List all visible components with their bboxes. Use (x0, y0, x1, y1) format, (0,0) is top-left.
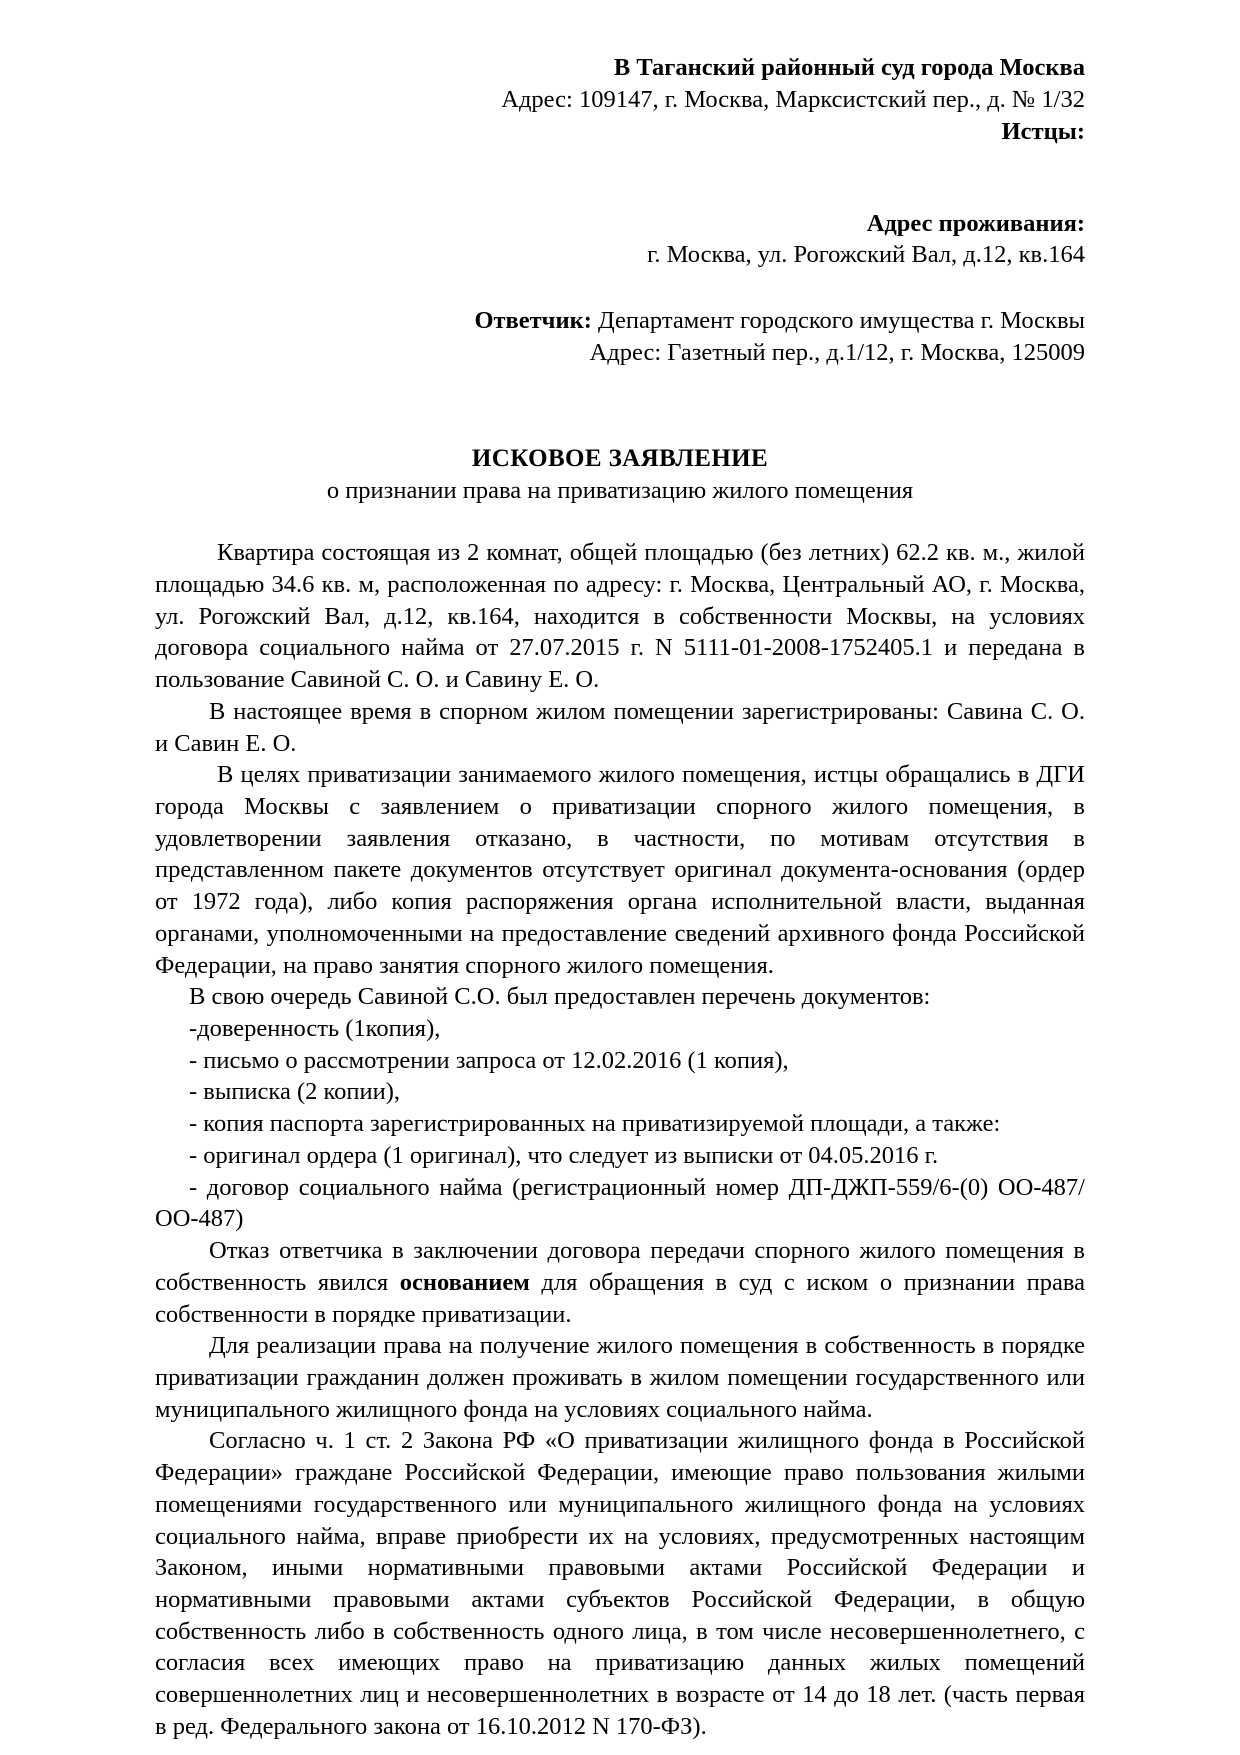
court-address: Адрес: 109147, г. Москва, Марксистский пер., д. № 1/32 (501, 85, 1085, 113)
paragraph-privatization-request: В целях приватизации занимаемого жилого помещения, истцы обращались в ДГИ города Москвы с заявлением о приватизации спорного жилого помещения, в удовлетворении заявления отказано, в частности, по мотивам отсутствия в представленном пакете документов отсутствует оригинал документа-основания (ордер от 1972 года), либо копия распоряжения органа исполнительной власти, выданная органами, уполномоченными на предоставление сведений архивного фонда Российской Федерации, на право занятия спорного жилого помещения. (155, 761, 1085, 979)
list-item: - письмо о рассмотрении запроса от 12.02.2016 (1 копия), (189, 1046, 789, 1074)
basis-emphasis: основанием (399, 1268, 530, 1296)
residence-label: Адрес проживания: (866, 209, 1085, 237)
defendant-label: Ответчик: (474, 307, 592, 335)
addressee-header (155, 52, 1085, 369)
defendant-address: Адрес: Газетный пер., д.1/12, г. Москва, 125009 (589, 339, 1085, 367)
refusal-text-end: для обращения в суд с иском о признании права собственности в порядке приватизации. (155, 1268, 1085, 1328)
refusal-text-start: Отказ ответчика в заключении договора передачи спорного жилого помещения в собственность явился (155, 1237, 1085, 1296)
document-body (155, 537, 1085, 1742)
header-spacer-1 (155, 148, 1085, 208)
list-item: - договор социального найма (регистрационный номер ДП-ДЖП-559/6-(0) ОО-487/ОО-487) (155, 1173, 1085, 1233)
paragraph-law-citation: Согласно ч. 1 ст. 2 Закона РФ «О приватизации жилищного фонда в Российской Федерации» граждане Российской Федерации, имеющие право пользования жилыми помещениями государственного или муниципального жилищного фонда на условиях социального найма, вправе приобрести их на условиях, предусмотренных настоящим Законом, иными нормативными правовыми актами Российской Федерации и нормативными правовыми актами субъектов Российской Федерации, в общую собственность либо в собственность одного лица, в том числе несовершеннолетнего, с согласия всех имеющих право на приватизацию данных жилых помещений совершеннолетних лиц и несовершеннолетних в возрасте от 14 до 18 лет. (часть первая в ред. Федерального закона от 16.10.2012 N 170-ФЗ). (155, 1427, 1085, 1740)
list-item: -доверенность (1копия), (189, 1015, 441, 1043)
defendant-line (155, 305, 1085, 337)
plaintiffs-label: Истцы: (1001, 117, 1085, 145)
list-item: - выписка (2 копии), (189, 1078, 401, 1106)
residence-address: г. Москва, ул. Рогожский Вал, д.12, кв.164 (647, 241, 1085, 269)
paragraph-documents-intro: В свою очередь Савиной С.О. был предоставлен перечень документов: (189, 983, 931, 1011)
list-item: - оригинал ордера (1 оригинал), что следует из выписки от 04.05.2016 г. (189, 1141, 939, 1169)
page-title: ИСКОВОЕ ЗАЯВЛЕНИЕ (471, 444, 769, 472)
document-title-block (155, 443, 1085, 507)
paragraph-refusal-basis (155, 1235, 1085, 1330)
paragraph-registered-persons: В настоящее время в спорном жилом помещении зарегистрированы: Савина С. О. и Савин Е. О. (155, 697, 1085, 757)
paragraph-property-description: Квартира состоящая из 2 комнат, общей площадью (без летних) 62.2 кв. м., жилой площадью 34.6 кв. м, расположенная по адресу: г. Москва, Центральный АО, г. Москва, ул. Рогожский Вал, д.12, кв.164, находится в собственности Москвы, на условиях договора социального найма от 27.07.2015 г. N 5111-01-2008-1752405.1 и передана в пользование Савиной С. О. и Савину Е. О. (155, 539, 1085, 694)
paragraph-right-realization: Для реализации права на получение жилого помещения в собственность в порядке приватизации гражданин должен проживать в жилом помещении государственного или муниципального жилищного фонда на условиях социального найма. (155, 1332, 1085, 1423)
defendant-name: Департамент городского имущества г. Москвы (598, 307, 1085, 335)
page-subtitle: о признании права на приватизацию жилого помещения (326, 477, 914, 505)
court-name: В Таганский районный суд города Москва (613, 54, 1085, 81)
list-item: - копия паспорта зарегистрированных на приватизируемой площади, а также: (189, 1110, 1001, 1138)
header-spacer-2 (155, 271, 1085, 305)
